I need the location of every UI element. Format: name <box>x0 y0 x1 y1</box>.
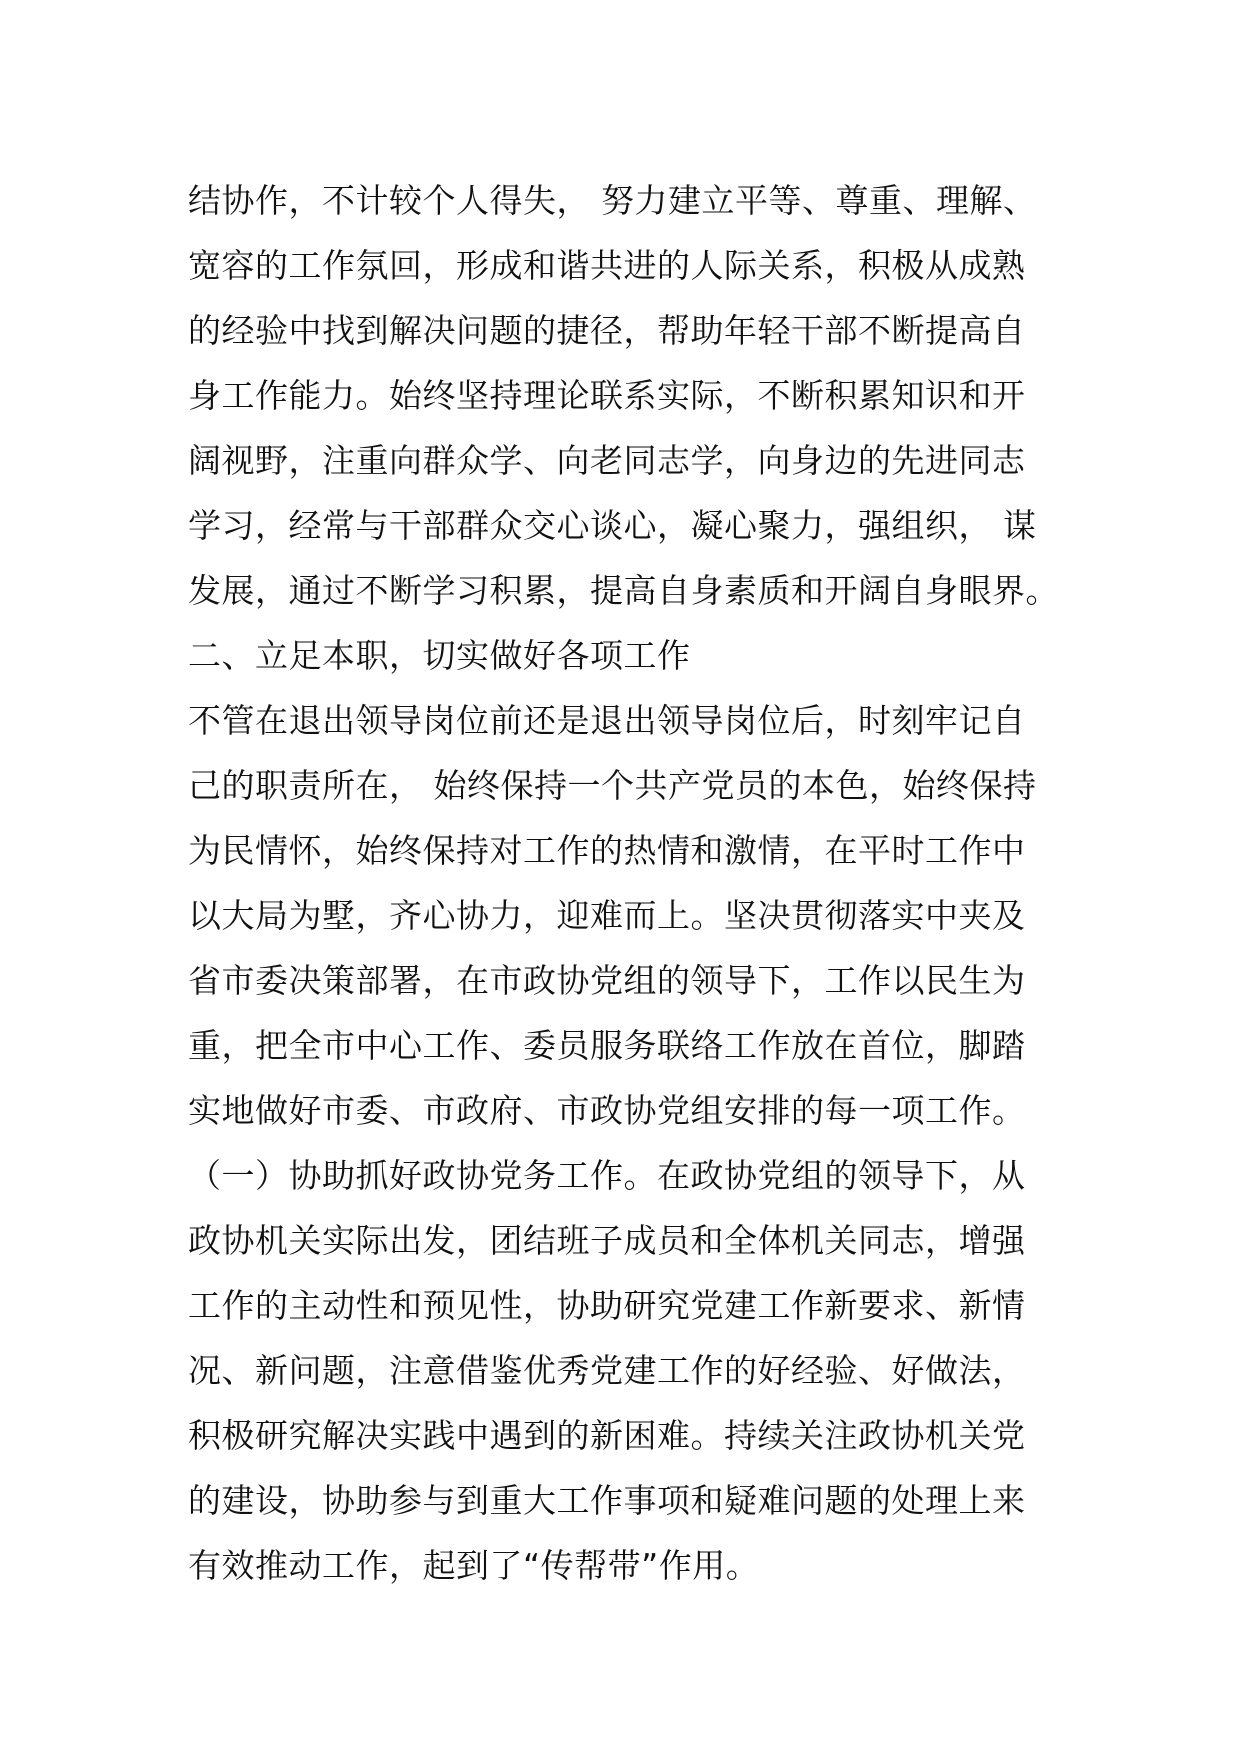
body-line: 况、新问题，注意借鉴优秀党建工作的好经验、好做法， <box>188 1351 1026 1390</box>
body-line: 积极研究解决实践中遇到的新困难。持续关注政协机关党 <box>188 1416 1026 1455</box>
body-line: 的建设，协助参与到重大工作事项和疑难问题的处理上来 <box>188 1481 1026 1520</box>
body-line: 省市委决策部署，在市政协党组的领导下，工作以民生为 <box>188 961 1026 1000</box>
body-line: 有效推动工作，起到了“传帮带”作用。 <box>188 1546 760 1585</box>
body-line: 阔视野，注重向群众学、向老同志学，向身边的先进同志 <box>188 441 1026 480</box>
body-line: 实地做好市委、市政府、市政协党组安排的每一项工作。 <box>188 1091 1026 1130</box>
body-line: 己的职责所在， 始终保持一个共产党员的本色，始终保持 <box>188 766 1037 805</box>
body-line: 政协机关实际出发，团结班子成员和全体机关同志，增强 <box>188 1221 1026 1260</box>
body-line: 结协作，不计较个人得失， 努力建立平等、尊重、理解、 <box>188 181 1037 220</box>
body-line: 以大局为墅，齐心协力，迎难而上。坚决贯彻落实中夹及 <box>188 896 1026 935</box>
body-line: 宽容的工作氛回，形成和谐共进的人际关系，积极从成熟 <box>188 246 1026 285</box>
body-line: 发展，通过不断学习积累，提高自身素质和开阔自身眼界。 <box>188 571 1059 610</box>
body-line: 重，把全市中心工作、委员服务联络工作放在首位，脚踏 <box>188 1026 1026 1065</box>
subsection-line: （一）协助抓好政协党务工作。在政协党组的领导下，从 <box>188 1156 1026 1195</box>
document-body <box>188 168 1068 1598</box>
body-line: 的经验中找到解决问题的捷径，帮助年轻干部不断提高自 <box>188 311 1026 350</box>
body-line: 学习，经常与干部群众交心谈心，凝心聚力，强组织， 谋 <box>188 506 1037 545</box>
body-line: 为民情怀，始终保持对工作的热情和激情，在平时工作中 <box>188 831 1026 870</box>
section-heading: 二、立足本职，切实做好各项工作 <box>188 636 691 675</box>
body-line: 工作的主动性和预见性，协助研究党建工作新要求、新情 <box>188 1286 1026 1325</box>
body-line: 不管在退出领导岗位前还是退出领导岗位后，时刻牢记自 <box>188 701 1026 740</box>
body-line: 身工作能力。始终坚持理论联系实际，不断积累知识和开 <box>188 376 1026 415</box>
